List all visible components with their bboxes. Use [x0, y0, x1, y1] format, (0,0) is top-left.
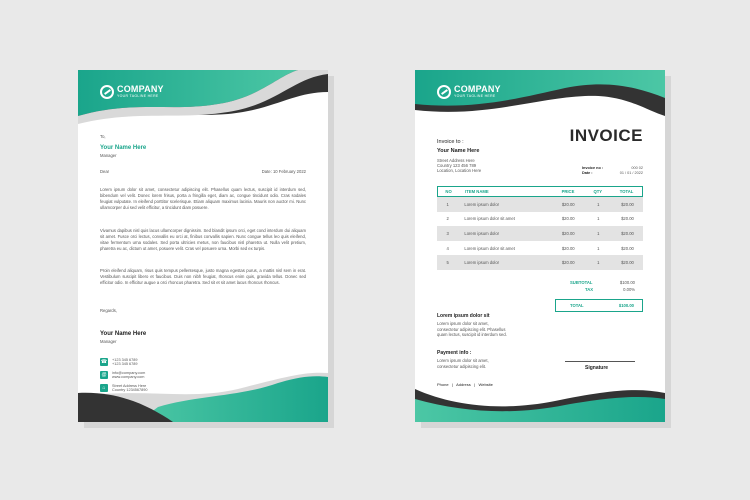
cell-no: 5 — [446, 260, 449, 266]
col-no: NO — [445, 189, 452, 194]
col-qty: QTY — [593, 189, 603, 194]
client-address-1: Street Address Here — [437, 158, 475, 163]
cell-total: $20.00 — [621, 201, 634, 207]
total-box — [555, 299, 643, 312]
total-value: $100.00 — [618, 303, 634, 308]
cell-qty: 1 — [597, 260, 600, 266]
cell-price: $20.00 — [561, 245, 575, 251]
cell-item: Lorem ipsum dolor sit amet — [464, 245, 515, 251]
company-logo — [100, 85, 164, 99]
cell-price: $20.00 — [561, 201, 575, 207]
payment-line-1: Lorem ipsum dolor sit amet, — [437, 358, 489, 363]
address-1: Street Address Here — [112, 384, 147, 388]
cell-item: Lorem ipsum dolor — [464, 201, 500, 207]
table-row — [437, 255, 643, 270]
sign-role: Manager — [100, 339, 117, 344]
payment-title: Payment info : — [437, 350, 472, 356]
footer-separator: | — [474, 382, 476, 387]
col-item-name: ITEM NAME — [465, 189, 489, 194]
to-label: To, — [100, 134, 106, 139]
regards: Regards, — [100, 308, 117, 313]
table-row — [437, 226, 643, 241]
phone-2: +123 345 6789 — [112, 362, 138, 367]
logo-leaf-icon — [100, 85, 114, 99]
client-address-3: Location, Location Here — [437, 168, 482, 173]
cell-total: $20.00 — [621, 245, 634, 251]
invoice-to-label: Invoice to : — [437, 139, 464, 145]
client-address-2: Country 123 456 789 — [437, 163, 477, 168]
paragraph-3: Proin eleifend aliquam, risus quis tempus pellentesque, justo magna egestas purus, a mattis nisl sem in erat. Vestibulum suscipit libero et faucibus. Duis non nibh feugiat, rhoncus enim quis, gravida tellus. Donec sed efficitur odio. In efficitur augue a orci rhoncus pharetra. Sed sit et sit amet lacus rhoncus rhoncus. — [100, 268, 306, 285]
subtotal-label: SUBTOTAL — [570, 280, 593, 285]
footer-website: Website — [478, 382, 493, 387]
header-wave — [78, 70, 328, 140]
table-row — [437, 197, 643, 212]
phone-1: +123 345 6789 — [112, 358, 138, 362]
cell-price: $20.00 — [561, 216, 575, 222]
website: www.company.com — [112, 375, 145, 380]
paragraph-1: Lorem ipsum dolor sit amet, consectetur adipiscing elit. Phasellus quam lectus, suscipit id interdum sed, bibendum vel velit. Donec lorem frisus, porta a fringilla eget, diam ac, congue tincidunt odio. Cras sodales feugiat vulputate. In eleifend porttitor scelerisque. Etiam aliquam maximus lacinia. Mauris non auctor mi. Nunc ullamcorper dui sed velit efficitur, a tincidunt diam posuere. — [100, 187, 306, 210]
cell-no: 2 — [446, 216, 449, 222]
invoice-date: 01 / 01 / 2022 — [619, 171, 643, 175]
invoice-no: 000 02 — [631, 166, 643, 170]
items-table — [437, 186, 643, 270]
footer-wave — [78, 367, 328, 422]
invoice-title: INVOICE — [569, 126, 643, 145]
greeting: Dear — [100, 169, 110, 174]
address-2: Country 1234567890 — [112, 388, 148, 393]
cell-item: Lorem ipsum dolor — [464, 260, 500, 266]
invoice-company-logo — [437, 85, 501, 99]
footer-address: Address — [456, 382, 471, 387]
logo-tagline: YOUR TAGLINE HERE — [117, 94, 159, 99]
logo-name: COMPANY — [454, 84, 501, 95]
letter-date: Date: 10 February 2022 — [261, 169, 306, 174]
logo-name: COMPANY — [117, 84, 164, 95]
col-price: PRICE — [561, 189, 575, 194]
cell-total: $20.00 — [621, 216, 634, 222]
date-label: Date : — [582, 171, 593, 175]
sign-name: Your Name Here — [100, 331, 147, 337]
invoice-page — [415, 70, 665, 422]
cell-qty: 1 — [597, 245, 600, 251]
email: info@company.com — [112, 371, 146, 375]
recipient-role: Manager — [100, 153, 117, 158]
col-total: TOTAL — [619, 189, 634, 194]
tax-value: 0.00% — [623, 287, 635, 292]
cell-qty: 1 — [597, 216, 600, 222]
footer-phone: Phone — [437, 382, 449, 387]
table-row — [437, 212, 643, 227]
logo-tagline: YOUR TAGLINE HERE — [454, 94, 496, 99]
cell-total: $20.00 — [621, 260, 634, 266]
cell-no: 3 — [446, 230, 449, 236]
phone-icon: ☎ — [100, 359, 108, 366]
table-row — [437, 241, 643, 256]
footer-separator: | — [451, 382, 453, 387]
table-header — [437, 186, 643, 197]
cell-total: $20.00 — [621, 230, 634, 236]
total-label: TOTAL — [570, 303, 584, 308]
logo-leaf-icon — [437, 85, 451, 99]
cell-price: $20.00 — [561, 230, 575, 236]
cell-qty: 1 — [597, 230, 600, 236]
cell-no: 4 — [446, 245, 449, 251]
letterhead-page — [78, 70, 328, 422]
signature-line — [565, 361, 635, 362]
payment-line-2: consectetur adipiscing elit. — [437, 363, 487, 369]
cell-qty: 1 — [597, 201, 600, 207]
cell-no: 1 — [446, 201, 449, 207]
client-name: Your Name Here — [437, 148, 480, 154]
notes-title: Lorem ipsum dolor sit — [437, 313, 490, 319]
home-icon: ⌂ — [100, 384, 108, 392]
tax-label: TAX — [585, 287, 594, 292]
signature-label: Signature — [585, 365, 609, 371]
contact-phone — [100, 358, 137, 367]
notes-line-1: Lorem ipsum dolor sit amet, — [437, 321, 489, 326]
recipient-name: Your Name Here — [100, 145, 147, 151]
notes-line-2: consectetur adipiscing elit. Phasellus — [437, 326, 506, 332]
cell-price: $20.00 — [561, 260, 575, 266]
invoice-footer-wave — [415, 367, 665, 422]
cell-item: Lorem ipsum dolor — [464, 230, 500, 236]
notes-line-3: quam lectus, suscipit id interdum sed. — [437, 332, 507, 337]
cell-item: Lorem ipsum dolor sit amet — [464, 216, 515, 222]
email-icon: @ — [101, 372, 107, 379]
paragraph-2: Vivamus dapibus nisl quis lacus ullamcorper dignissim. Sed blandit ipsum orci, eget cond interdum dui aliquam sit amet. Fusce orci lectus, convallis eu orci at, finibus convallis sapien. Nunc congue tellus leo quis eleifend, vitae fermentum urna sodales. Sed porta ultricies metus, non faucibus nisl pharetra ut. Nulla velit pretium, pharetra eu ac, dictum ut amet, posuere velit. Cras vel posuere urna. Morbi sed ex turpis. — [100, 228, 306, 251]
subtotal-value: $100.00 — [619, 280, 635, 285]
invoice-no-label: Invoice no : — [582, 166, 604, 170]
